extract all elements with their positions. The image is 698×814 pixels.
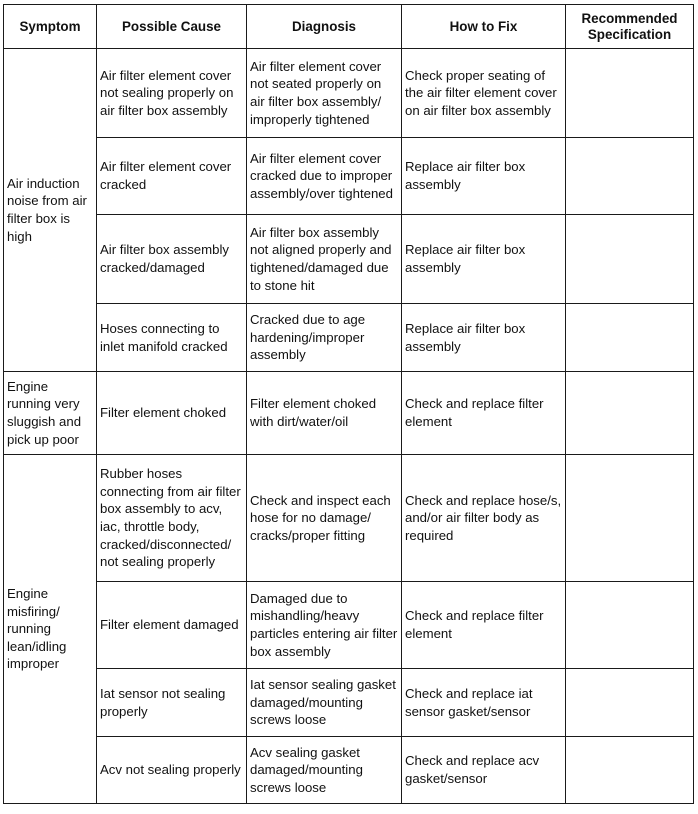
cause-cell: Hoses connecting to inlet manifold cracked [97, 304, 247, 372]
table-row [4, 455, 694, 582]
cause-cell: Air filter element cover cracked [97, 138, 247, 215]
spec-cell [566, 737, 694, 804]
spec-cell [566, 49, 694, 138]
fix-cell: Replace air filter box assembly [402, 215, 566, 304]
fix-cell: Check and replace filter element [402, 372, 566, 455]
diagnosis-cell: Acv sealing gasket damaged/mounting screws loose [247, 737, 402, 804]
cause-cell: Filter element choked [97, 372, 247, 455]
fix-cell: Replace air filter box assembly [402, 138, 566, 215]
diagnosis-cell: Air filter element cover not seated properly on air filter box assembly/ improperly tightened [247, 49, 402, 138]
document-page [3, 4, 694, 804]
troubleshooting-table [3, 4, 694, 804]
table-row [4, 737, 694, 804]
cause-cell: Rubber hoses connecting from air filter box assembly to acv, iac, throttle body, cracked/disconnected/ not sealing properly [97, 455, 247, 582]
spec-cell [566, 304, 694, 372]
spec-cell [566, 215, 694, 304]
diagnosis-cell: Damaged due to mishandling/heavy particles entering air filter box assembly [247, 582, 402, 669]
table-row [4, 582, 694, 669]
symptom-cell: Air induction noise from air filter box is high [4, 49, 97, 372]
spec-cell [566, 372, 694, 455]
symptom-cell: Engine misfiring/ running lean/idling improper [4, 455, 97, 804]
cause-cell: Acv not sealing properly [97, 737, 247, 804]
table-row [4, 372, 694, 455]
spec-cell [566, 582, 694, 669]
fix-cell: Check and replace iat sensor gasket/sensor [402, 669, 566, 737]
header-row [4, 5, 694, 49]
cause-cell: Air filter element cover not sealing properly on air filter box assembly [97, 49, 247, 138]
fix-cell: Replace air filter box assembly [402, 304, 566, 372]
header-diagnosis: Diagnosis [247, 5, 402, 49]
diagnosis-cell: Check and inspect each hose for no damage/ cracks/proper fitting [247, 455, 402, 582]
spec-cell [566, 669, 694, 737]
fix-cell: Check and replace hose/s, and/or air filter body as required [402, 455, 566, 582]
diagnosis-cell: Air filter element cover cracked due to improper assembly/over tightened [247, 138, 402, 215]
cause-cell: Air filter box assembly cracked/damaged [97, 215, 247, 304]
diagnosis-cell: Cracked due to age hardening/improper assembly [247, 304, 402, 372]
table-row [4, 49, 694, 138]
spec-cell [566, 455, 694, 582]
cause-cell: Iat sensor not sealing properly [97, 669, 247, 737]
spec-cell [566, 138, 694, 215]
diagnosis-cell: Iat sensor sealing gasket damaged/mounting screws loose [247, 669, 402, 737]
table-row [4, 669, 694, 737]
symptom-cell: Engine running very sluggish and pick up poor [4, 372, 97, 455]
fix-cell: Check and replace acv gasket/sensor [402, 737, 566, 804]
diagnosis-cell: Air filter box assembly not aligned properly and tightened/damaged due to stone hit [247, 215, 402, 304]
table-row [4, 304, 694, 372]
header-recommended-specification: Recommended Specification [566, 5, 694, 49]
fix-cell: Check proper seating of the air filter element cover on air filter box assembly [402, 49, 566, 138]
diagnosis-cell: Filter element choked with dirt/water/oil [247, 372, 402, 455]
header-symptom: Symptom [4, 5, 97, 49]
cause-cell: Filter element damaged [97, 582, 247, 669]
table-row [4, 215, 694, 304]
header-possible-cause: Possible Cause [97, 5, 247, 49]
fix-cell: Check and replace filter element [402, 582, 566, 669]
table-row [4, 138, 694, 215]
header-how-to-fix: How to Fix [402, 5, 566, 49]
